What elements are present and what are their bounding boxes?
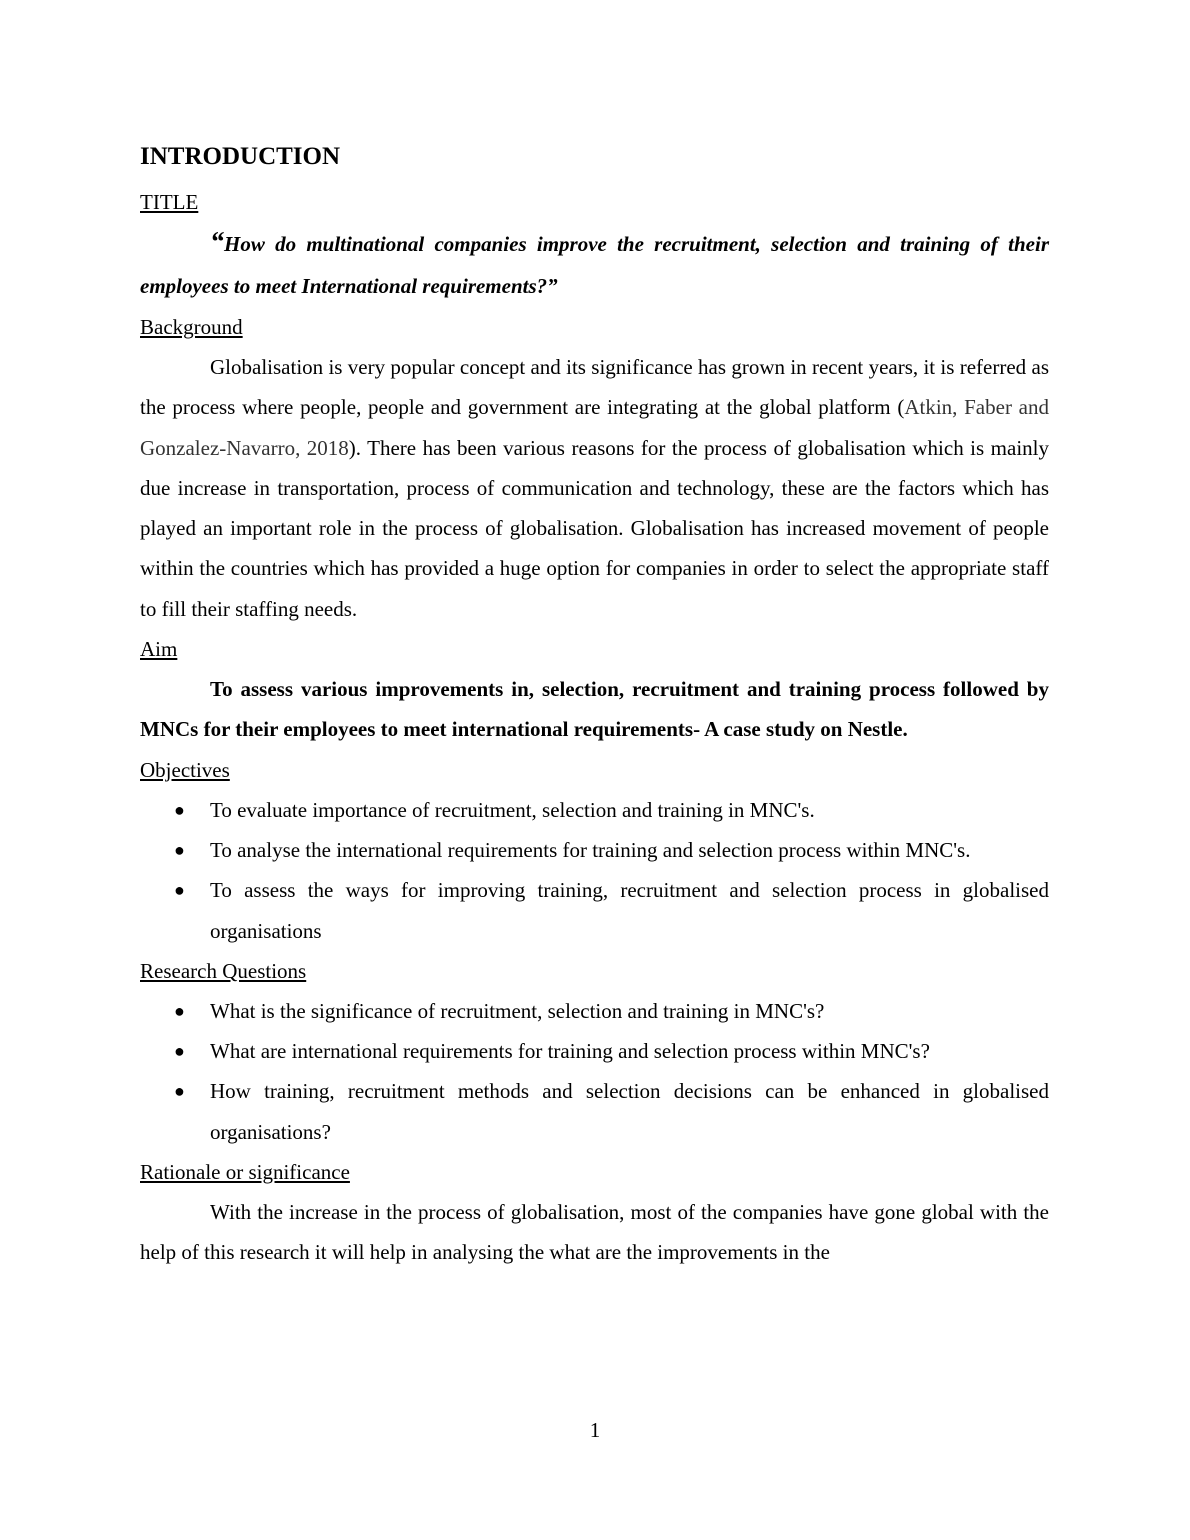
background-label: Background bbox=[140, 315, 243, 339]
bullet-icon: ● bbox=[174, 1081, 185, 1102]
research-title-text: How do multinational companies improve the recruitment, selection and training of their employees to meet International requirements?” bbox=[140, 232, 1049, 298]
citation: Atkin, Faber and Gonzalez-Navarro, 2018 bbox=[140, 395, 1049, 460]
aim-paragraph: To assess various improvements in, selection, recruitment and training process followed by MNCs for their employees to meet international requirements- A case study on Nestle. bbox=[140, 677, 1049, 742]
question-text: What are international requirements for training and selection process within MNC's? bbox=[210, 1039, 930, 1064]
open-quote-mark: “ bbox=[210, 227, 224, 258]
objectives-label: Objectives bbox=[140, 757, 230, 782]
bullet-icon: ● bbox=[174, 1041, 185, 1062]
document-page bbox=[140, 138, 1049, 1273]
list-item bbox=[140, 870, 1049, 951]
list-item bbox=[140, 1031, 1049, 1071]
objectives-list bbox=[140, 790, 1049, 951]
research-title bbox=[140, 222, 1049, 307]
page-number: 1 bbox=[589, 1418, 601, 1442]
objective-text: To evaluate importance of recruitment, selection and training in MNC's. bbox=[210, 797, 815, 822]
rationale-label: Rationale or significance bbox=[140, 1160, 350, 1185]
list-item bbox=[140, 830, 1049, 870]
bullet-icon: ● bbox=[174, 880, 185, 901]
rationale-paragraph: With the increase in the process of globalisation, most of the companies have gone global with the help of this research it will help in analysing the what are the improvements in the bbox=[140, 1200, 1049, 1265]
question-text: How training, recruitment methods and selection decisions can be enhanced in globalised organisations? bbox=[210, 1079, 1049, 1144]
objective-text: To assess the ways for improving training, recruitment and selection process in globalised organisations bbox=[210, 878, 1049, 943]
bullet-icon: ● bbox=[174, 839, 185, 860]
list-item bbox=[140, 790, 1049, 830]
list-item bbox=[140, 991, 1049, 1031]
section-heading: INTRODUCTION bbox=[140, 143, 341, 170]
background-text-start: Globalisation is very popular concept and its significance has grown in recent years, it is referred as the process where people, people and government are integrating at the global platform ( bbox=[140, 355, 1049, 420]
list-item bbox=[140, 1071, 1049, 1152]
question-text: What is the significance of recruitment, selection and training in MNC's? bbox=[210, 998, 825, 1023]
objective-text: To analyse the international requirements for training and selection process within MNC's. bbox=[210, 837, 971, 862]
research-questions-label: Research Questions bbox=[140, 958, 307, 983]
background-paragraph bbox=[140, 347, 1049, 629]
bullet-icon: ● bbox=[174, 1000, 185, 1021]
aim-label: Aim bbox=[140, 637, 178, 662]
research-questions-list bbox=[140, 991, 1049, 1152]
bullet-icon: ● bbox=[174, 799, 185, 820]
background-text-end: ). There has been various reasons for the process of globalisation which is mainly due increase in transportation, process of communication and technology, these are the factors which has played an important role in the process of globalisation. Globalisation has increased movement of people within the countries which has provided a huge option for companies in order to select the appropriate staff to fill their staffing needs. bbox=[140, 435, 1049, 621]
title-label: TITLE bbox=[140, 190, 199, 214]
